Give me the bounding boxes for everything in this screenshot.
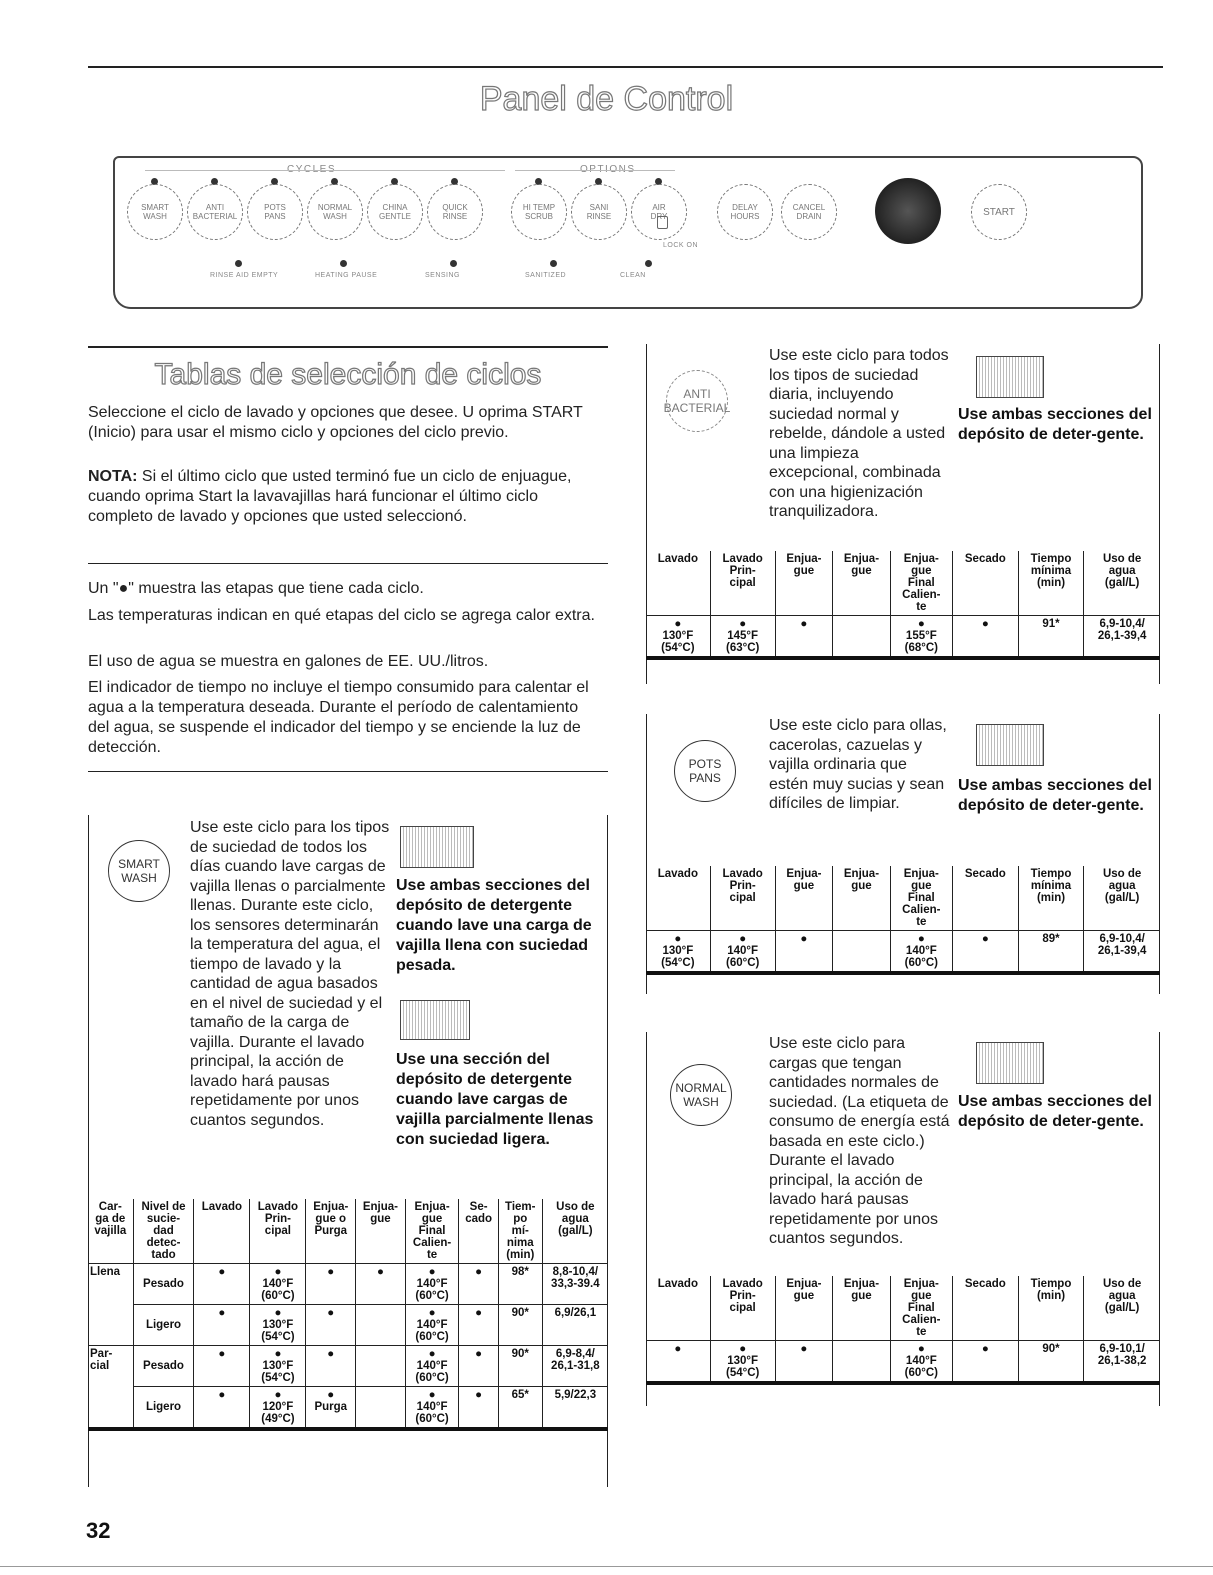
table-cell: ● 140°F (60°C) xyxy=(405,1387,459,1430)
table-cell: ● xyxy=(775,931,833,974)
intro-paragraph: Seleccione el ciclo de lavado y opciones que desee. U oprima START (Inicio) para usar el mismo ciclo y opciones del ciclo previo. xyxy=(88,404,583,441)
table-cell: ● 140°F (60°C) xyxy=(405,1264,459,1305)
table-cell: ● 145°F (63°C) xyxy=(710,616,775,659)
table-cell: Pesado xyxy=(133,1346,194,1387)
intro-rule-bottom xyxy=(88,771,608,772)
timer-paragraph: El indicador de tiempo no incluye el tiempo consumido para calentar el agua a la temperatura deseada. Durante el período de calentamiento del agua, se suspende el indicador del tiempo y se enciende la luz de detección. xyxy=(88,679,589,756)
sani-rinse-button[interactable]: SANI RINSE xyxy=(571,184,627,240)
water-paragraph: El uso de agua se muestra en galones de EE. UU./litros. xyxy=(88,653,489,670)
table-cell xyxy=(833,1341,891,1384)
smart-wash-detergent-full: Use ambas secciones del depósito de detergente cuando lave una carga de vajilla llena con suciedad pesada. xyxy=(396,877,592,974)
table-row xyxy=(88,1387,608,1430)
table-row xyxy=(646,931,1160,974)
pots-pans-detergent: Use ambas secciones del depósito de deter-gente. xyxy=(958,777,1152,814)
status-indicator-icon xyxy=(450,260,457,267)
status-indicator-icon xyxy=(340,260,347,267)
smart-wash-table xyxy=(88,1199,608,1431)
table-header: Uso de agua (gal/L) xyxy=(1084,551,1160,616)
table-header: Nivel de sucie- dad detec- tado xyxy=(133,1199,194,1264)
pots-pans-icon: POTS PANS xyxy=(674,740,736,802)
table-cell: 91* xyxy=(1018,616,1084,659)
table-header: Lavado xyxy=(657,1278,698,1290)
table-header: Enjua- gue xyxy=(356,1199,406,1264)
table-cell: ● 130°F (54°C) xyxy=(250,1346,306,1387)
table-cell: ● xyxy=(194,1387,250,1430)
table-header: Lavado Prin- cipal xyxy=(710,551,775,616)
anti-bacterial-button[interactable]: ANTI BACTERIAL xyxy=(187,184,243,240)
table-cell: 89* xyxy=(1018,931,1084,974)
table-cell: ● xyxy=(775,616,833,659)
anti-bacterial-description: Use este ciclo para todos los tipos de suciedad diaria, incluyendo suciedad normal y rebelde, dándole a usted una limpieza excepcional, combinada con una higienización tranquilizadora. xyxy=(769,347,949,520)
note-label: NOTA: xyxy=(88,468,138,485)
table-cell: ● xyxy=(459,1305,498,1346)
cycles-bracket xyxy=(145,170,505,171)
status-indicator-label: SANITIZED xyxy=(525,272,567,279)
options-bracket xyxy=(515,170,675,171)
table-header: Tiempo mínima (min) xyxy=(1018,866,1084,931)
table-cell: ● xyxy=(952,1341,1018,1384)
legend-paragraph: Un "●" muestra las etapas que tiene cada ciclo. xyxy=(88,580,424,597)
table-header: Enjua- gue xyxy=(775,551,833,616)
table-cell: ● 140°F (60°C) xyxy=(250,1264,306,1305)
table-row xyxy=(88,1264,608,1305)
table-header: Enjua- gue Final Calien- te xyxy=(405,1199,459,1264)
table-cell: 6,9-8,4/ 26,1-31,8 xyxy=(542,1346,608,1387)
status-indicator-icon xyxy=(550,260,557,267)
section-title: Tablas de selección de ciclos xyxy=(154,358,542,391)
hi-temp-scrub-button[interactable]: HI TEMP SCRUB xyxy=(511,184,567,240)
table-cell: ● 140°F (60°C) xyxy=(405,1305,459,1346)
table-cell: 8,8-10,4/ 33,3-39.4 xyxy=(542,1264,608,1305)
table-header: Tiempo mínima (min) xyxy=(1018,551,1084,616)
table-cell: Par- cial xyxy=(88,1346,133,1387)
table-header: Lavado Prin- cipal xyxy=(250,1199,306,1264)
table-cell xyxy=(833,931,891,974)
start-button[interactable]: START xyxy=(971,184,1027,240)
table-cell xyxy=(356,1387,406,1430)
anti-bacterial-table xyxy=(646,551,1160,660)
top-rule xyxy=(88,66,1163,68)
detergent-dispenser-one-icon xyxy=(400,1000,470,1040)
normal-wash-button[interactable]: NORMAL WASH xyxy=(307,184,363,240)
table-header: Enjua- gue xyxy=(775,866,833,931)
status-indicator-label: CLEAN xyxy=(620,272,646,279)
cancel-drain-button[interactable]: CANCEL DRAIN xyxy=(781,184,837,240)
status-indicator-icon xyxy=(235,260,242,267)
table-header: Enjua- gue o Purga xyxy=(306,1199,356,1264)
table-cell: ● 120°F (49°C) xyxy=(250,1387,306,1430)
smart-wash-button[interactable]: SMART WASH xyxy=(127,184,183,240)
table-cell: 98* xyxy=(498,1264,542,1305)
status-indicator-label: SENSING xyxy=(425,272,461,279)
table-cell: ● 140°F (60°C) xyxy=(890,931,952,974)
table-cell: 6,9/26,1 xyxy=(542,1305,608,1346)
table-header: Lavado xyxy=(657,868,698,880)
table-cell xyxy=(833,616,891,659)
table-cell: Ligero xyxy=(133,1387,194,1430)
status-light-icon xyxy=(875,178,941,244)
table-header: Se- cado xyxy=(459,1199,498,1264)
table-header: Enjua- gue xyxy=(833,1276,891,1341)
table-cell: ● 140°F (60°C) xyxy=(890,1341,952,1384)
delay-hours-button[interactable]: DELAY HOURS xyxy=(717,184,773,240)
lock-on-label: LOCK ON xyxy=(663,242,699,249)
table-cell: 65* xyxy=(498,1387,542,1430)
normal-wash-icon: NORMAL WASH xyxy=(670,1064,732,1126)
table-header: Lavado Prin- cipal xyxy=(710,866,775,931)
table-cell: ● xyxy=(306,1305,356,1346)
bottom-rule xyxy=(0,1566,1213,1567)
note-text: Si el último ciclo que usted terminó fue un ciclo de enjuague, cuando oprima Start la lavavajillas hará funcionar el último ciclo completo de lavado y opciones que usted seleccionó. xyxy=(88,468,572,525)
table-header: Lavado xyxy=(657,553,698,565)
table-header: Uso de agua (gal/L) xyxy=(1084,866,1160,931)
lock-icon xyxy=(657,216,668,229)
table-cell: ● xyxy=(952,616,1018,659)
table-cell: 90* xyxy=(1018,1341,1084,1384)
table-header: Lavado xyxy=(194,1199,250,1264)
table-header: Enjua- gue xyxy=(775,1276,833,1341)
table-cell: ● 130°F (54°C) xyxy=(710,1341,775,1384)
table-cell: Pesado xyxy=(133,1264,194,1305)
page-title: Panel de Control xyxy=(479,80,734,118)
table-cell: ● xyxy=(194,1264,250,1305)
table-row xyxy=(88,1305,608,1346)
anti-bacterial-icon: ANTI BACTERIAL xyxy=(666,370,728,432)
table-cell: 5,9/22,3 xyxy=(542,1387,608,1430)
table-header: Enjua- gue Final Calien- te xyxy=(890,1276,952,1341)
table-header: Car- ga de vajilla xyxy=(94,1201,127,1237)
pots-detergent-icon xyxy=(976,724,1044,766)
air-dry-button[interactable]: AIR DRY xyxy=(631,184,687,240)
table-cell: Llena xyxy=(88,1264,133,1305)
table-cell: 6,9-10,4/ 26,1-39,4 xyxy=(1084,616,1160,659)
table-cell xyxy=(88,1387,133,1430)
table-cell: ● xyxy=(356,1264,406,1305)
anti-bacterial-detergent: Use ambas secciones del depósito de deter-gente. xyxy=(958,406,1152,443)
table-header: Enjua- gue Final Calien- te xyxy=(890,551,952,616)
table-row xyxy=(88,1346,608,1387)
china-gentle-button[interactable]: CHINA GENTLE xyxy=(367,184,423,240)
pots-pans-button[interactable]: POTS PANS xyxy=(247,184,303,240)
normal-wash-description: Use este ciclo para cargas que tengan cantidades normales de suciedad. (La etiqueta de consumo de energía está basada en este ciclo.) Durante el lavado principal, la acción de lavado hará pausas repetidamente por unos cuantos segundos. xyxy=(769,1035,950,1247)
status-indicator-label: RINSE AID EMPTY xyxy=(210,272,279,279)
table-row xyxy=(646,616,1160,659)
temperature-paragraph: Las temperaturas indican en qué etapas del ciclo se agrega calor extra. xyxy=(88,607,595,624)
table-cell: ● 140°F (60°C) xyxy=(405,1346,459,1387)
table-header: Secado xyxy=(952,1276,1018,1341)
table-cell: Ligero xyxy=(133,1305,194,1346)
note-paragraph xyxy=(88,467,603,527)
table-cell xyxy=(356,1346,406,1387)
table-header: Enjua- gue Final Calien- te xyxy=(890,866,952,931)
table-header: Uso de agua (gal/L) xyxy=(542,1199,608,1264)
intro-rule xyxy=(88,563,608,564)
table-cell xyxy=(356,1305,406,1346)
table-cell: ● xyxy=(306,1264,356,1305)
table-cell: ● Purga xyxy=(306,1387,356,1430)
table-header: Secado xyxy=(952,866,1018,931)
table-cell: ● xyxy=(194,1346,250,1387)
anti-detergent-icon xyxy=(976,356,1044,398)
normal-detergent-icon xyxy=(976,1042,1044,1084)
table-cell xyxy=(88,1305,133,1346)
table-header: Enjua- gue xyxy=(833,551,891,616)
table-header: Lavado Prin- cipal xyxy=(710,1276,775,1341)
pots-pans-description: Use este ciclo para ollas, cacerolas, cazuelas y vajilla ordinaria que estén muy sucias y sean difíciles de limpiar. xyxy=(769,717,947,812)
table-cell: ● 130°F (54°C) xyxy=(250,1305,306,1346)
table-header: Uso de agua (gal/L) xyxy=(1084,1276,1160,1341)
table-cell: ● xyxy=(459,1346,498,1387)
status-indicator-icon xyxy=(645,260,652,267)
table-header: Tiempo (min) xyxy=(1018,1276,1084,1341)
detergent-dispenser-both-icon xyxy=(400,826,474,868)
section-rule-top xyxy=(88,346,608,348)
table-header: Secado xyxy=(952,551,1018,616)
table-cell: ● xyxy=(646,1341,710,1384)
table-cell: ● 155°F (68°C) xyxy=(890,616,952,659)
table-row xyxy=(646,1341,1160,1384)
table-cell: ● 140°F (60°C) xyxy=(710,931,775,974)
table-cell: ● xyxy=(952,931,1018,974)
table-cell: ● xyxy=(775,1341,833,1384)
table-cell: ● xyxy=(459,1387,498,1430)
status-indicator-label: HEATING PAUSE xyxy=(315,272,378,279)
smart-wash-icon: SMART WASH xyxy=(108,840,170,902)
table-cell: 6,9-10,1/ 26,1-38,2 xyxy=(1084,1341,1160,1384)
table-header: Tiem- po mí- nima (min) xyxy=(498,1199,542,1264)
table-cell: ● xyxy=(459,1264,498,1305)
quick-rinse-button[interactable]: QUICK RINSE xyxy=(427,184,483,240)
normal-wash-table xyxy=(646,1276,1160,1385)
table-cell: ● 130°F (54°C) xyxy=(646,616,710,659)
table-cell: ● xyxy=(306,1346,356,1387)
normal-wash-detergent: Use ambas secciones del depósito de deter-gente. xyxy=(958,1093,1152,1130)
pots-pans-table xyxy=(646,866,1160,975)
page-number: 32 xyxy=(86,1518,111,1543)
table-cell: 6,9-10,4/ 26,1-39,4 xyxy=(1084,931,1160,974)
table-header: Enjua- gue xyxy=(833,866,891,931)
smart-wash-description: Use este ciclo para los tipos de suciedad de todos los días cuando lave cargas de vajilla llenas o parcialmente llenas. Durante este ciclo, los sensores determinarán la temperatura del agua, el tiempo de lavado y la cantidad de agua basados en el nivel de suciedad y el tamaño de la carga de vajilla. Durante el lavado principal, la acción de lavado hará pausas repetidamente por unos cuantos segundos. xyxy=(190,819,390,1129)
table-cell: 90* xyxy=(498,1305,542,1346)
table-cell: ● 130°F (54°C) xyxy=(646,931,710,974)
table-cell: ● xyxy=(194,1305,250,1346)
control-panel xyxy=(113,156,1143,309)
smart-wash-detergent-partial: Use una sección del depósito de detergente cuando lave cargas de vajilla parcialmente llenas con suciedad ligera. xyxy=(396,1051,594,1148)
table-cell: 90* xyxy=(498,1346,542,1387)
